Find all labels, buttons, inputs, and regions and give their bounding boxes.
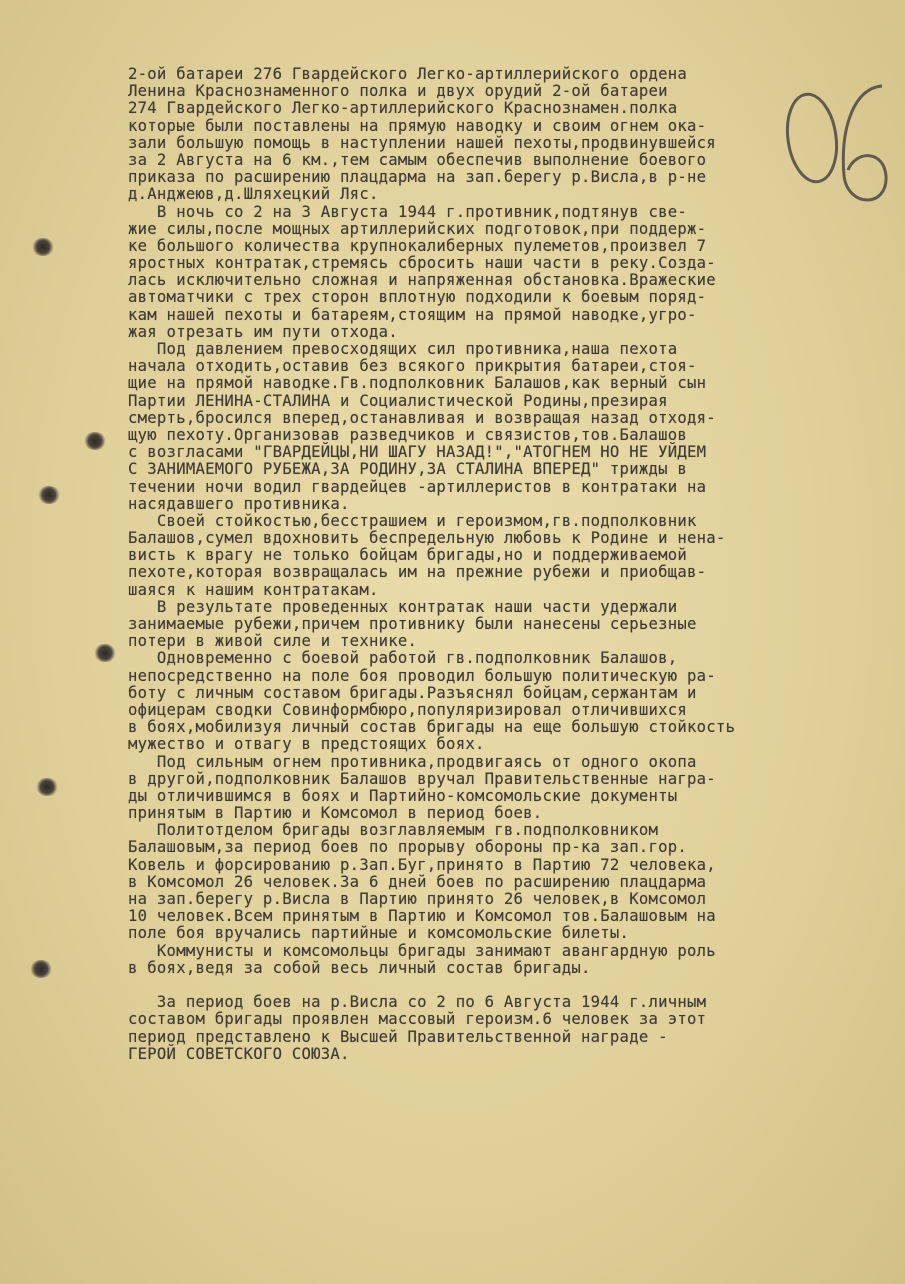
document-line: щие на прямой наводке.Гв.подполковник Балашов,как верный сын — [128, 374, 707, 393]
document-line: 10 человек.Всем принятым в Партию и Комсомол тов.Балашовым на — [128, 907, 716, 926]
document-line: в боях,мобилизуя личный состав бригады на еще большую стойкость — [128, 718, 736, 737]
document-line: автоматчики с трех сторон вплотную подходили к боевым поряд- — [128, 288, 707, 307]
document-line: мужество и отвагу в предстоящих боях. — [128, 735, 485, 754]
document-line: которые были поставлены на прямую наводку и своим огнем ока- — [128, 116, 707, 135]
document-line: Ленина Краснознаменного полка и двух орудий 2-ой батареи — [128, 82, 668, 101]
document-line: лась исключительно сложная и напряженная обстановка.Вражеские — [128, 271, 716, 290]
punch-hole — [84, 432, 106, 450]
document-line: Под сильным огнем противника,продвигаясь от одного окопа — [128, 752, 697, 771]
document-line: в боях,ведя за собой весь личный состав бригады. — [128, 958, 591, 977]
document-line: занимаемые рубежи,причем противнику были нанесены серьезные — [128, 615, 697, 633]
document-line: висть к врагу не только бойцам бригады,но и поддерживаемой — [128, 546, 688, 565]
document-line: 2-ой батареи 276 Гвардейского Легко-артиллерийского ордена — [128, 65, 688, 83]
document-line: Своей стойкостью,бесстрашием и героизмом,гв.подполковник — [128, 511, 697, 530]
document-line: непосредственно на поле боя проводил большую политическую ра- — [128, 666, 716, 685]
document-line: Балашовым,за период боев по прорыву обороны пр-ка зап.гор. — [128, 838, 688, 857]
punch-hole — [30, 960, 52, 978]
punch-hole — [38, 486, 60, 504]
document-line: поле боя вручались партийные и комсомольские билеты. — [128, 924, 630, 943]
document-line: щую пехоту.Организовав разведчиков и связистов,тов.Балашов — [128, 425, 688, 444]
document-line: жая отрезать им пути отхода. — [128, 322, 398, 341]
document-line: За период боев на р.Висла со 2 по 6 Августа 1944 г.личным — [128, 993, 707, 1012]
document-line: ды отличившимся в боях и Партийно-комсомольские документы — [128, 786, 678, 805]
document-line: приказа по расширению плацдарма на зап.берегу р.Висла,в р-не — [128, 168, 707, 187]
document-line: период представлено к Высшей Правительственной награде - — [128, 1027, 668, 1046]
document-line: д.Анджеюв,д.Шляхецкий Ляс. — [128, 185, 379, 204]
document-line: яростных контратак,стремясь сбросить наши части в реку.Созда- — [128, 254, 716, 273]
document-line: в Комсомол 26 человек.За 6 дней боев по расширению плацдарма — [128, 872, 707, 891]
document-line: ке большого количества крупнокалиберных пулеметов,произвел 7 — [128, 236, 707, 255]
document-line: Ковель и форсированию р.Зап.Буг,принято в Партию 72 человека, — [128, 855, 716, 874]
document-line: потери в живой силе и технике. — [128, 632, 418, 651]
document-line: смерть,бросился вперед,останавливая и возвращая назад отходя- — [128, 408, 716, 427]
document-line: жие силы,после мощных артиллерийских подготовок,при поддерж- — [128, 219, 707, 238]
document-line: на зап.берегу р.Висла в Партию принято 26 человек,в Комсомол — [128, 890, 707, 908]
document-line: шаяся к нашим контратакам. — [128, 580, 379, 599]
document-line: начала отходить,оставив без всякого прикрытия батареи,стоя- — [128, 357, 697, 376]
document-line: с возгласами "ГВАРДЕЙЦЫ,НИ ШАГУ НАЗАД!","АТОГНЕМ НО НЕ УЙДЕМ — [128, 443, 707, 462]
document-line: офицерам сводки Совинформбюро,популяризировал отличившихся — [128, 700, 688, 719]
document-line: Политотделом бригады возглавляемым гв.подполковником — [128, 821, 659, 840]
document-line: С ЗАНИМАЕМОГО РУБЕЖА,ЗА РОДИНУ,ЗА СТАЛИНА ВПЕРЕД" трижды в — [128, 460, 688, 479]
document-line: Партии ЛЕНИНА-СТАЛИНА и Социалистической Родины,презирая — [128, 391, 668, 410]
document-line: за 2 Августа на 6 км.,тем самым обеспечив выполнение боевого — [128, 150, 707, 169]
punch-hole — [36, 778, 58, 796]
document-line: течении ночи водил гвардейцев -артиллеристов в контратаки на — [128, 477, 707, 496]
document-line: составом бригады проявлен массовый героизм.6 человек за этот — [128, 1010, 707, 1029]
document-line: принятым в Партию и Комсомол в период боев. — [128, 804, 543, 823]
document-line: насядавшего противника. — [128, 494, 350, 513]
document-line: боту с личным составом бригады.Разъяснял бойцам,сержантам и — [128, 683, 697, 702]
document-line: зали большую помощь в наступлении нашей пехоты,продвинувшейся — [128, 133, 716, 152]
punch-hole — [94, 644, 116, 662]
document-line: ГЕРОЙ СОВЕТСКОГО СОЮЗА. — [128, 1044, 350, 1063]
punch-hole — [32, 238, 54, 256]
document-line: Под давлением превосходящих сил противника,наша пехота — [128, 340, 678, 358]
document-line: В ночь со 2 на 3 Августа 1944 г.противник,подтянув све- — [128, 202, 688, 221]
document-line: В результате проведенных контратак наши части удержали — [128, 597, 678, 616]
document-line: Коммунисты и комсомольцы бригады занимают авангардную роль — [128, 941, 716, 960]
document-line: 274 Гвардейского Легко-артиллерийского Краснознамен.полка — [128, 99, 678, 118]
document-line: кам нашей пехоты и батареям,стоящим на прямой наводке,угро- — [128, 305, 697, 324]
document-line: Балашов,сумел вдохновить беспредельную любовь к Родине и нена- — [128, 529, 726, 548]
document-line: Одновременно с боевой работой гв.подполковник Балашов, — [128, 649, 678, 668]
document-line: пехоте,которая возвращалась им на прежние рубежи и приобщав- — [128, 563, 707, 582]
document-line — [128, 977, 898, 994]
document-line: в другой,подполковник Балашов вручал Правительственные награ- — [128, 769, 716, 788]
document-body — [128, 66, 898, 1063]
